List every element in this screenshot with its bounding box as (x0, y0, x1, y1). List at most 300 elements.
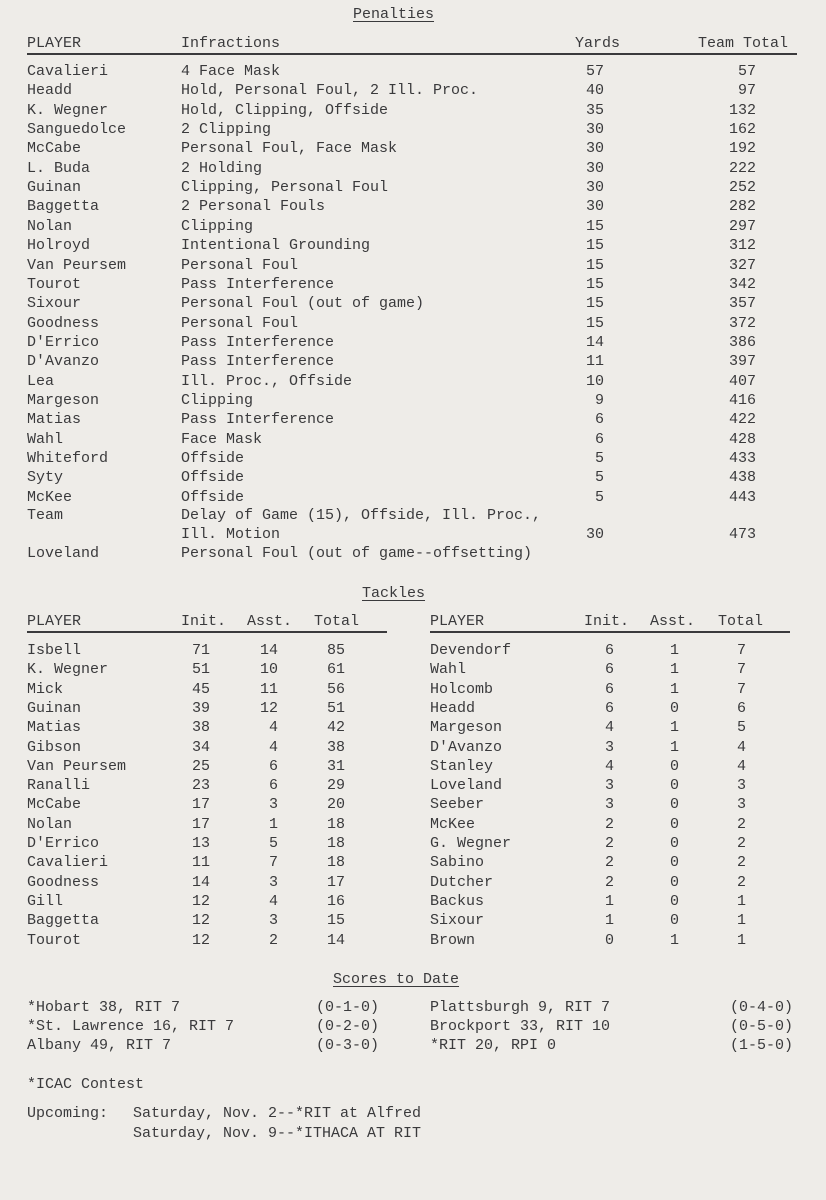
scores-title: Scores to Date (333, 971, 460, 988)
tackle-total: 7 (736, 680, 746, 698)
tackle-init: 11 (191, 854, 210, 872)
tackle-player: D'Errico (27, 835, 100, 852)
penalty-player: McCabe (27, 140, 82, 158)
tackle-init: 6 (604, 642, 614, 659)
tackle-player: Margeson (430, 719, 503, 737)
penalty-row (0, 178, 826, 197)
penalty-infraction: Personal Foul (181, 256, 299, 274)
penalty-row (0, 488, 826, 507)
tackle-player: Seeber (430, 796, 485, 814)
tackle-player: Guinan (27, 699, 82, 717)
tackle-asst: 0 (669, 796, 679, 814)
tackles-title: Tackles (362, 585, 426, 602)
penalty-row (0, 120, 826, 139)
penalty-player: Sanguedolce (27, 121, 127, 139)
penalty-yards: 14 (585, 333, 604, 351)
tackles-left-header-rule (27, 631, 387, 633)
tackle-init: 23 (191, 777, 210, 795)
penalty-player: Margeson (27, 391, 100, 409)
tackle-init: 6 (604, 661, 614, 679)
tackle-row (0, 892, 826, 911)
penalty-yards: 35 (585, 101, 604, 119)
penalty-yards: 15 (585, 275, 604, 293)
penalty-player: Nolan (27, 217, 73, 235)
tackle-asst: 0 (669, 854, 679, 872)
penalty-player: Holroyd (27, 237, 91, 255)
tackle-player: Isbell (27, 642, 82, 659)
penalty-team-total: 443 (728, 488, 756, 506)
penalty-infraction: Ill. Proc., Offside (181, 372, 353, 390)
penalty-row (0, 159, 826, 178)
tackle-init: 2 (604, 835, 614, 852)
tackle-total: 17 (326, 873, 345, 891)
penalty-player: McKee (27, 488, 73, 506)
penalties-title: Penalties (353, 6, 435, 23)
tackle-row (0, 680, 826, 699)
penalty-player: Baggetta (27, 198, 100, 216)
tackles-left-header-init: Init. (181, 613, 227, 630)
penalty-yards: 30 (585, 121, 604, 139)
tackles-left-header-asst: Asst. (247, 613, 293, 630)
tackle-player: Mick (27, 680, 64, 698)
tackle-asst: 0 (669, 777, 679, 795)
tackle-init: 12 (191, 892, 210, 910)
penalty-infraction: Clipping, Personal Foul (181, 179, 389, 197)
icac-note: *ICAC Contest (27, 1076, 145, 1093)
tackle-asst: 0 (669, 892, 679, 910)
penalty-yards: 6 (594, 430, 604, 448)
tackle-player: G. Wegner (430, 835, 512, 852)
upcoming-game-2: Saturday, Nov. 9--*ITHACA AT RIT (133, 1125, 422, 1142)
penalty-infraction: 2 Clipping (181, 121, 272, 139)
tackle-init: 1 (604, 892, 614, 910)
tackle-init: 17 (191, 815, 210, 833)
penalty-yards: 11 (585, 353, 604, 371)
penalty-team-total: 222 (728, 159, 756, 177)
penalty-infraction: Hold, Personal Foul, 2 Ill. Proc. (181, 82, 479, 100)
tackle-player: Tourot (27, 931, 82, 949)
penalty-infraction: Pass Interference (181, 275, 335, 293)
tackle-player: K. Wegner (27, 661, 109, 679)
penalties-header-infractions: Infractions (181, 35, 281, 52)
score-right-0-game: Plattsburgh 9, RIT 7 (430, 999, 611, 1016)
penalty-row (0, 449, 826, 468)
tackle-init: 39 (191, 699, 210, 717)
tackle-player: Sixour (430, 912, 485, 930)
tackle-init: 45 (191, 680, 210, 698)
tackle-init: 25 (191, 757, 210, 775)
tackle-total: 14 (326, 931, 345, 949)
tackle-row (0, 911, 826, 930)
tackle-total: 1 (736, 931, 746, 949)
penalty-row (0, 101, 826, 120)
tackle-asst: 4 (268, 892, 278, 910)
penalties-header-rule (27, 53, 797, 55)
tackle-asst: 5 (268, 835, 278, 852)
tackle-asst: 6 (268, 777, 278, 795)
tackle-init: 17 (191, 796, 210, 814)
tackle-player: Wahl (430, 661, 467, 679)
penalty-row (0, 139, 826, 158)
penalty-player: Goodness (27, 314, 100, 332)
penalty-yards: 15 (585, 217, 604, 235)
penalty-team-total: 252 (728, 179, 756, 197)
penalties-team-yards: 30 (585, 526, 604, 543)
penalty-row (0, 372, 826, 391)
penalty-team-total: 97 (737, 82, 756, 100)
score-right-2-record: (1-5-0) (730, 1037, 794, 1054)
tackle-total: 3 (736, 796, 746, 814)
tackle-asst: 3 (268, 796, 278, 814)
penalty-yards: 6 (594, 411, 604, 429)
penalty-infraction: Pass Interference (181, 353, 335, 371)
tackle-player: Baggetta (27, 912, 100, 930)
penalty-team-total: 422 (728, 411, 756, 429)
penalty-yards: 5 (594, 450, 604, 467)
penalty-player: Sixour (27, 295, 82, 313)
tackle-asst: 10 (259, 661, 278, 679)
upcoming-label: Upcoming: (27, 1105, 109, 1122)
penalty-infraction: 4 Face Mask (181, 63, 281, 80)
penalty-row (0, 81, 826, 100)
penalty-yards: 15 (585, 314, 604, 332)
tackle-row (0, 641, 826, 660)
tackle-init: 4 (604, 757, 614, 775)
tackle-asst: 7 (268, 854, 278, 872)
score-left-0-game: *Hobart 38, RIT 7 (27, 999, 181, 1016)
penalty-row (0, 410, 826, 429)
penalty-yards: 30 (585, 179, 604, 197)
tackle-total: 42 (326, 719, 345, 737)
tackle-total: 6 (736, 699, 746, 717)
tackle-asst: 1 (669, 642, 679, 659)
tackle-total: 16 (326, 892, 345, 910)
penalty-team-total: 297 (728, 217, 756, 235)
penalty-team-total: 433 (728, 450, 756, 467)
penalty-infraction: Pass Interference (181, 333, 335, 351)
tackle-init: 12 (191, 931, 210, 949)
tackle-player: Goodness (27, 873, 100, 891)
tackle-init: 34 (191, 738, 210, 756)
penalty-yards: 40 (585, 82, 604, 100)
penalty-team-total: 342 (728, 275, 756, 293)
tackle-row (0, 757, 826, 776)
penalty-team-total: 386 (728, 333, 756, 351)
penalties-loveland-player: Loveland (27, 545, 100, 562)
tackle-total: 20 (326, 796, 345, 814)
tackle-total: 2 (736, 815, 746, 833)
tackle-total: 15 (326, 912, 345, 930)
score-left-0-record: (0-1-0) (316, 999, 380, 1016)
tackle-init: 6 (604, 680, 614, 698)
score-right-0-record: (0-4-0) (730, 999, 794, 1016)
tackle-total: 2 (736, 873, 746, 891)
tackle-asst: 4 (268, 738, 278, 756)
tackle-player: D'Avanzo (430, 738, 503, 756)
penalty-team-total: 357 (728, 295, 756, 313)
penalty-player: Wahl (27, 430, 64, 448)
tackles-right-header-total: Total (718, 613, 764, 630)
tackle-row (0, 795, 826, 814)
penalty-player: D'Avanzo (27, 353, 100, 371)
tackle-row (0, 660, 826, 679)
tackle-asst: 0 (669, 873, 679, 891)
penalty-team-total: 327 (728, 256, 756, 274)
penalty-infraction: Offside (181, 488, 245, 506)
tackle-total: 4 (736, 757, 746, 775)
tackle-asst: 14 (259, 642, 278, 659)
tackle-init: 51 (191, 661, 210, 679)
tackle-player: Ranalli (27, 777, 91, 795)
penalty-yards: 30 (585, 198, 604, 216)
tackle-player: Headd (430, 699, 476, 717)
tackle-player: Dutcher (430, 873, 494, 891)
penalty-yards: 30 (585, 140, 604, 158)
penalty-team-total: 438 (728, 469, 756, 487)
penalties-header-total: Team Total (698, 35, 789, 52)
tackle-asst: 11 (259, 680, 278, 698)
penalty-team-total: 372 (728, 314, 756, 332)
penalty-player: D'Errico (27, 333, 100, 351)
penalty-row (0, 275, 826, 294)
penalty-yards: 15 (585, 256, 604, 274)
tackle-player: Van Peursem (27, 757, 127, 775)
tackle-total: 38 (326, 738, 345, 756)
tackles-left-header-total: Total (314, 613, 360, 630)
penalties-team-infraction-line2: Ill. Motion (181, 526, 281, 543)
penalty-player: Whiteford (27, 450, 109, 467)
tackle-init: 3 (604, 796, 614, 814)
penalty-player: Lea (27, 372, 55, 390)
tackle-total: 51 (326, 699, 345, 717)
tackle-init: 71 (191, 642, 210, 659)
penalty-row (0, 294, 826, 313)
penalty-player: Headd (27, 82, 73, 100)
penalty-row (0, 333, 826, 352)
tackle-init: 14 (191, 873, 210, 891)
tackle-total: 18 (326, 815, 345, 833)
tackles-right-header-init: Init. (584, 613, 630, 630)
penalty-infraction: Clipping (181, 217, 254, 235)
penalty-infraction: Offside (181, 450, 245, 467)
tackle-init: 4 (604, 719, 614, 737)
penalties-header-player: PLAYER (27, 35, 82, 52)
tackle-row (0, 853, 826, 872)
tackle-init: 2 (604, 854, 614, 872)
penalty-team-total: 312 (728, 237, 756, 255)
tackles-left-header-player: PLAYER (27, 613, 82, 630)
tackle-total: 5 (736, 719, 746, 737)
tackle-row (0, 699, 826, 718)
tackle-asst: 4 (268, 719, 278, 737)
tackle-player: Sabino (430, 854, 485, 872)
upcoming-game-1: Saturday, Nov. 2--*RIT at Alfred (133, 1105, 422, 1122)
penalty-yards: 5 (594, 488, 604, 506)
penalty-infraction: Pass Interference (181, 411, 335, 429)
tackle-row (0, 931, 826, 950)
penalty-infraction: Face Mask (181, 430, 263, 448)
tackle-total: 31 (326, 757, 345, 775)
penalty-yards: 15 (585, 295, 604, 313)
tackle-total: 3 (736, 777, 746, 795)
tackle-asst: 0 (669, 912, 679, 930)
penalty-row (0, 391, 826, 410)
tackle-player: Brown (430, 931, 476, 949)
tackle-init: 38 (191, 719, 210, 737)
tackle-asst: 3 (268, 912, 278, 930)
tackle-player: Gibson (27, 738, 82, 756)
tackle-total: 4 (736, 738, 746, 756)
tackle-init: 1 (604, 912, 614, 930)
penalty-infraction: 2 Holding (181, 159, 263, 177)
penalty-team-total: 282 (728, 198, 756, 216)
tackle-row (0, 834, 826, 853)
tackle-total: 18 (326, 835, 345, 852)
tackle-asst: 1 (669, 738, 679, 756)
tackle-asst: 6 (268, 757, 278, 775)
tackle-asst: 1 (669, 680, 679, 698)
penalties-header-yards: Yards (575, 35, 621, 52)
tackles-right-header-player: PLAYER (430, 613, 485, 630)
tackles-right-header-rule (430, 631, 790, 633)
penalty-row (0, 314, 826, 333)
penalty-row (0, 217, 826, 236)
tackle-asst: 0 (669, 757, 679, 775)
penalty-player: Van Peursem (27, 256, 127, 274)
penalty-infraction: Clipping (181, 391, 254, 409)
penalty-infraction: Offside (181, 469, 245, 487)
penalty-row (0, 468, 826, 487)
penalty-infraction: Personal Foul (out of game) (181, 295, 425, 313)
tackle-player: Matias (27, 719, 82, 737)
tackle-player: Loveland (430, 777, 503, 795)
tackle-player: Holcomb (430, 680, 494, 698)
penalty-yards: 10 (585, 372, 604, 390)
score-right-1-game: Brockport 33, RIT 10 (430, 1018, 611, 1035)
penalty-row (0, 197, 826, 216)
tackle-total: 2 (736, 854, 746, 872)
penalty-team-total: 428 (728, 430, 756, 448)
penalty-team-total: 162 (728, 121, 756, 139)
tackle-player: Nolan (27, 815, 73, 833)
penalty-row (0, 256, 826, 275)
tackle-asst: 1 (669, 931, 679, 949)
penalty-infraction: Hold, Clipping, Offside (181, 101, 389, 119)
tackle-player: Cavalieri (27, 854, 109, 872)
tackle-total: 61 (326, 661, 345, 679)
penalty-infraction: Personal Foul, Face Mask (181, 140, 398, 158)
penalty-yards: 15 (585, 237, 604, 255)
penalty-infraction: 2 Personal Fouls (181, 198, 326, 216)
tackle-total: 56 (326, 680, 345, 698)
penalty-player: Guinan (27, 179, 82, 197)
tackle-init: 0 (604, 931, 614, 949)
tackle-total: 2 (736, 835, 746, 852)
tackle-total: 7 (736, 642, 746, 659)
tackle-row (0, 776, 826, 795)
tackle-asst: 3 (268, 873, 278, 891)
tackle-total: 1 (736, 892, 746, 910)
tackle-player: Gill (27, 892, 64, 910)
tackle-player: Devendorf (430, 642, 512, 659)
penalty-row (0, 430, 826, 449)
tackle-init: 13 (191, 835, 210, 852)
tackle-init: 6 (604, 699, 614, 717)
tackle-init: 2 (604, 873, 614, 891)
tackle-player: McCabe (27, 796, 82, 814)
penalty-player: L. Buda (27, 159, 91, 177)
tackle-row (0, 873, 826, 892)
score-left-2-record: (0-3-0) (316, 1037, 380, 1054)
tackle-row (0, 738, 826, 757)
tackle-player: Backus (430, 892, 485, 910)
tackle-asst: 0 (669, 835, 679, 852)
penalty-player: Matias (27, 411, 82, 429)
tackle-asst: 2 (268, 931, 278, 949)
score-left-1-record: (0-2-0) (316, 1018, 380, 1035)
score-left-1-game: *St. Lawrence 16, RIT 7 (27, 1018, 235, 1035)
penalty-team-total: 397 (728, 353, 756, 371)
score-right-2-game: *RIT 20, RPI 0 (430, 1037, 557, 1054)
score-left-2-game: Albany 49, RIT 7 (27, 1037, 172, 1054)
penalty-row (0, 236, 826, 255)
tackle-total: 29 (326, 777, 345, 795)
tackle-total: 7 (736, 661, 746, 679)
tackle-init: 3 (604, 738, 614, 756)
tackle-total: 1 (736, 912, 746, 930)
penalty-row (0, 352, 826, 371)
penalty-team-total: 132 (728, 101, 756, 119)
tackle-total: 18 (326, 854, 345, 872)
penalty-yards: 57 (585, 63, 604, 80)
tackles-right-header-asst: Asst. (650, 613, 696, 630)
tackle-asst: 12 (259, 699, 278, 717)
tackle-asst: 1 (268, 815, 278, 833)
tackle-init: 2 (604, 815, 614, 833)
penalty-team-total: 416 (728, 391, 756, 409)
tackle-row (0, 815, 826, 834)
penalty-team-total: 57 (737, 63, 756, 80)
penalties-team-infraction-line1: Delay of Game (15), Offside, Ill. Proc., (181, 507, 542, 524)
penalty-player: Cavalieri (27, 63, 109, 80)
penalty-yards: 9 (594, 391, 604, 409)
penalty-infraction: Personal Foul (181, 314, 299, 332)
penalty-team-total: 407 (728, 372, 756, 390)
penalty-infraction: Intentional Grounding (181, 237, 371, 255)
penalty-yards: 30 (585, 159, 604, 177)
score-right-1-record: (0-5-0) (730, 1018, 794, 1035)
penalties-team-player: Team (27, 507, 64, 524)
tackle-player: McKee (430, 815, 476, 833)
tackle-asst: 1 (669, 661, 679, 679)
tackle-asst: 1 (669, 719, 679, 737)
penalty-team-total: 192 (728, 140, 756, 158)
penalties-loveland-infraction: Personal Foul (out of game--offsetting) (181, 545, 533, 562)
tackle-asst: 0 (669, 699, 679, 717)
penalty-row (0, 62, 826, 81)
tackle-player: Stanley (430, 757, 494, 775)
penalty-player: Syty (27, 469, 64, 487)
tackle-init: 12 (191, 912, 210, 930)
tackle-total: 85 (326, 642, 345, 659)
penalty-yards: 5 (594, 469, 604, 487)
penalty-player: K. Wegner (27, 101, 109, 119)
tackle-row (0, 718, 826, 737)
penalty-player: Tourot (27, 275, 82, 293)
tackle-init: 3 (604, 777, 614, 795)
tackle-asst: 0 (669, 815, 679, 833)
penalties-team-total: 473 (728, 526, 756, 543)
